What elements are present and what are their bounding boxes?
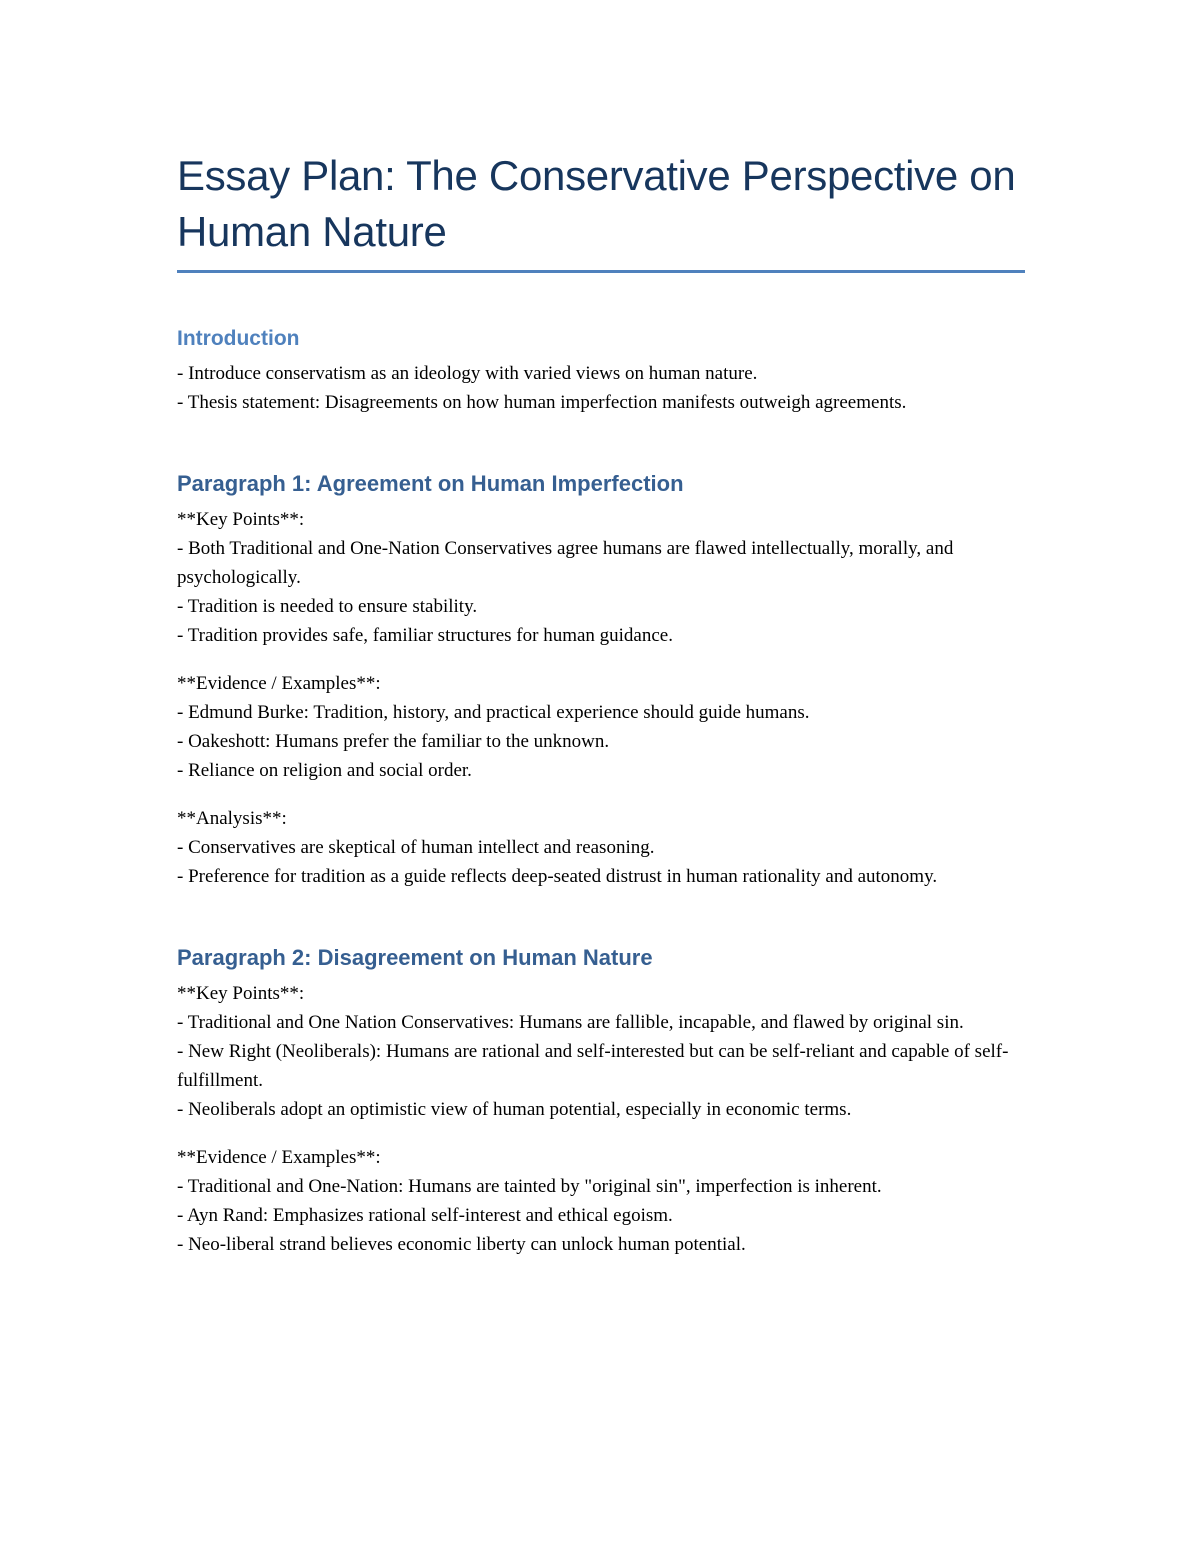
paragraph2-key-points (177, 979, 1025, 1124)
document-title: Essay Plan: The Conservative Perspective on Human Nature (177, 148, 1025, 273)
evidence-label: **Evidence / Examples**: (177, 673, 381, 694)
key-point-line: - Both Traditional and One-Nation Conservatives agree humans are flawed intellectually, morally, and psychologically. (177, 538, 954, 588)
paragraph2-heading: Paragraph 2: Disagreement on Human Nature (177, 945, 653, 970)
evidence-line: - Ayn Rand: Emphasizes rational self-interest and ethical egoism. (177, 1205, 673, 1226)
paragraph1-evidence (177, 669, 1025, 785)
key-point-line: - Traditional and One Nation Conservatives: Humans are fallible, incapable, and flawed by original sin. (177, 1012, 964, 1033)
analysis-label: **Analysis**: (177, 808, 287, 829)
introduction-line: - Thesis statement: Disagreements on how human imperfection manifests outweigh agreements. (177, 392, 907, 413)
paragraph1-analysis (177, 804, 1025, 891)
key-point-line: - Neoliberals adopt an optimistic view of human potential, especially in economic terms. (177, 1099, 852, 1120)
paragraph2-section (177, 943, 1025, 1259)
key-point-line: - New Right (Neoliberals): Humans are rational and self-interested but can be self-reliant and capable of self-fulfillment. (177, 1041, 1009, 1091)
key-point-line: - Tradition provides safe, familiar structures for human guidance. (177, 625, 673, 646)
key-points-label: **Key Points**: (177, 509, 305, 530)
analysis-line: - Preference for tradition as a guide reflects deep-seated distrust in human rationality and autonomy. (177, 866, 938, 887)
key-point-line: - Tradition is needed to ensure stability. (177, 596, 478, 617)
evidence-line: - Oakeshott: Humans prefer the familiar to the unknown. (177, 731, 610, 752)
analysis-line: - Conservatives are skeptical of human intellect and reasoning. (177, 837, 655, 858)
introduction-line: - Introduce conservatism as an ideology with varied views on human nature. (177, 363, 758, 384)
document-page (177, 148, 1025, 1259)
evidence-label: **Evidence / Examples**: (177, 1147, 381, 1168)
paragraph1-section (177, 469, 1025, 891)
paragraph1-heading: Paragraph 1: Agreement on Human Imperfection (177, 471, 684, 496)
evidence-line: - Traditional and One-Nation: Humans are tainted by "original sin", imperfection is inherent. (177, 1176, 882, 1197)
evidence-line: - Edmund Burke: Tradition, history, and practical experience should guide humans. (177, 702, 810, 723)
introduction-section (177, 325, 1025, 417)
paragraph1-key-points (177, 505, 1025, 650)
introduction-heading: Introduction (177, 327, 300, 350)
key-points-label: **Key Points**: (177, 983, 305, 1004)
paragraph2-evidence (177, 1143, 1025, 1259)
evidence-line: - Neo-liberal strand believes economic liberty can unlock human potential. (177, 1234, 746, 1255)
evidence-line: - Reliance on religion and social order. (177, 760, 472, 781)
